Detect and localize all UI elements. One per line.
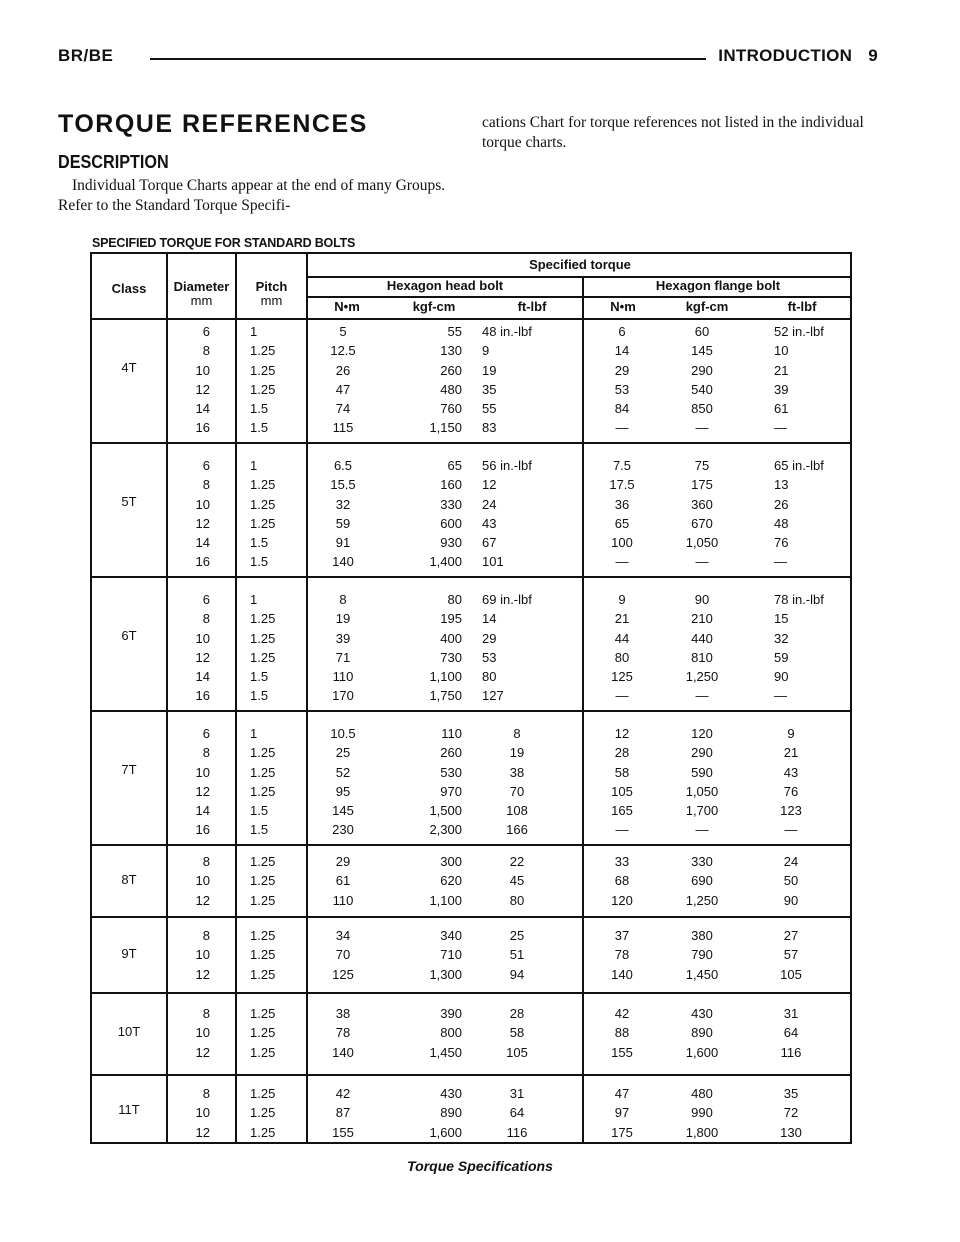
header-head-nm: N•m [334, 299, 360, 314]
pitch-cell: 1 1.25 1.25 1.25 1.5 1.5 [250, 324, 276, 436]
head-kgf-cell: 80 195 400 730 1,100 1,750 [429, 592, 462, 704]
section-title: TORQUE REFERENCES [58, 110, 368, 138]
flange-ftlbf-cell: 31 64 116 [780, 1006, 802, 1060]
class-cell: 8T [121, 872, 137, 887]
flange-kgf-cell: 120 290 590 1,050 1,700 — [685, 726, 719, 838]
flange-kgf-cell: 330 690 1,250 [685, 854, 719, 908]
diameter-cell: 6 8 10 12 14 16 [195, 592, 210, 704]
class-cell: 7T [121, 762, 137, 777]
flange-ftlbf-cell: 52 in.-lbf 10 21 39 61 — [774, 324, 824, 436]
head-nm-cell: 34 70 125 [332, 928, 354, 982]
pitch-cell: 1.25 1.25 1.25 [250, 928, 276, 982]
group-divider [92, 1074, 850, 1076]
header-diameter-label: Diameter [173, 279, 230, 294]
group-divider [92, 992, 850, 994]
head-kgf-cell: 300 620 1,100 [429, 854, 462, 908]
diameter-cell: 6 8 10 12 14 16 [195, 726, 210, 838]
diameter-cell: 8 10 12 [195, 854, 210, 908]
flange-kgf-cell: 480 990 1,800 [685, 1086, 719, 1140]
pitch-cell: 1.25 1.25 1.25 [250, 1086, 276, 1140]
flange-ftlbf-cell: 27 57 105 [780, 928, 802, 982]
flange-ftlbf-cell: 24 50 90 [783, 854, 799, 908]
class-cell: 11T [118, 1102, 140, 1117]
head-kgf-cell: 110 260 530 970 1,500 2,300 [429, 726, 462, 838]
page-header [58, 46, 878, 70]
group-divider [92, 576, 850, 578]
header-head-ftlbf: ft-lbf [517, 299, 547, 314]
flange-kgf-cell: 380 790 1,450 [685, 928, 719, 982]
head-ftlbf-cell: 56 in.-lbf 12 24 43 67 101 [482, 458, 532, 570]
flange-kgf-cell: 90 210 440 810 1,250 — [685, 592, 719, 704]
header-pitch-label: Pitch [255, 279, 288, 294]
diameter-cell: 8 10 12 [195, 1086, 210, 1140]
pitch-cell: 1.25 1.25 1.25 [250, 854, 276, 908]
head-nm-cell: 42 87 155 [332, 1086, 354, 1140]
class-cell: 10T [117, 1024, 141, 1039]
flange-nm-cell: 33 68 120 [611, 854, 633, 908]
flange-nm-cell: 6 14 29 53 84 — [614, 324, 630, 436]
header-rule [150, 58, 706, 60]
header-section: INTRODUCTION [718, 46, 853, 65]
head-ftlbf-cell: 69 in.-lbf 14 29 53 80 127 [482, 592, 532, 704]
head-nm-cell: 38 78 140 [332, 1006, 354, 1060]
class-cell: 6T [121, 628, 137, 643]
header-diameter [168, 280, 235, 308]
head-kgf-cell: 390 800 1,450 [429, 1006, 462, 1060]
flange-ftlbf-cell: 9 21 43 76 123 — [780, 726, 802, 838]
header-flange-nm: N•m [610, 299, 636, 314]
divider [235, 254, 237, 1142]
header-left: BR/BE [58, 46, 114, 65]
divider [92, 318, 850, 320]
flange-ftlbf-cell: 35 72 130 [780, 1086, 802, 1140]
head-ftlbf-cell: 22 45 80 [509, 854, 525, 908]
divider [306, 296, 850, 298]
head-nm-cell: 6.5 15.5 32 59 91 140 [330, 458, 356, 570]
class-cell: 9T [121, 946, 137, 961]
flange-nm-cell: 9 21 44 80 125 — [611, 592, 633, 704]
flange-nm-cell: 7.5 17.5 36 65 100 — [609, 458, 635, 570]
header-diameter-unit: mm [190, 293, 213, 308]
flange-kgf-cell: 60 145 290 540 850 — [691, 324, 713, 436]
group-divider [92, 442, 850, 444]
header-right [718, 46, 878, 66]
header-flange-ftlbf: ft-lbf [787, 299, 817, 314]
pitch-cell: 1 1.25 1.25 1.25 1.5 1.5 [250, 726, 276, 838]
head-kgf-cell: 65 160 330 600 930 1,400 [429, 458, 462, 570]
figure-caption: Torque Specifications [407, 1158, 553, 1174]
header-flange-kgf: kgf-cm [685, 299, 729, 314]
head-kgf-cell: 430 890 1,600 [429, 1086, 462, 1140]
flange-kgf-cell: 75 175 360 670 1,050 — [685, 458, 719, 570]
header-hexagon-flange: Hexagon flange bolt [655, 278, 781, 293]
header-pitch [237, 280, 306, 308]
head-ftlbf-cell: 8 19 38 70 108 166 [506, 726, 528, 838]
head-kgf-cell: 340 710 1,300 [429, 928, 462, 982]
head-kgf-cell: 55 130 260 480 760 1,150 [429, 324, 462, 436]
group-divider [92, 844, 850, 846]
diameter-cell: 6 8 10 12 14 16 [195, 324, 210, 436]
flange-nm-cell: 37 78 140 [611, 928, 633, 982]
group-divider [92, 916, 850, 918]
diameter-cell: 8 10 12 [195, 1006, 210, 1060]
pitch-cell: 1.25 1.25 1.25 [250, 1006, 276, 1060]
head-nm-cell: 29 61 110 [332, 854, 354, 908]
flange-kgf-cell: 430 890 1,600 [685, 1006, 719, 1060]
header-hexagon-head: Hexagon head bolt [386, 278, 504, 293]
page-number: 9 [868, 46, 878, 65]
diameter-cell: 6 8 10 12 14 16 [195, 458, 210, 570]
head-nm-cell: 5 12.5 26 47 74 115 [330, 324, 356, 436]
head-nm-cell: 10.5 25 52 95 145 230 [330, 726, 356, 838]
flange-nm-cell: 47 97 175 [611, 1086, 633, 1140]
head-nm-cell: 8 19 39 71 110 170 [332, 592, 354, 704]
class-cell: 4T [121, 360, 137, 375]
body-text-right: cations Chart for torque references not listed in the individual torque charts. [482, 114, 864, 151]
group-divider [92, 710, 850, 712]
pitch-cell: 1 1.25 1.25 1.25 1.5 1.5 [250, 458, 276, 570]
flange-nm-cell: 12 28 58 105 165 — [611, 726, 633, 838]
class-cell: 5T [121, 494, 137, 509]
body-text-left: Individual Torque Charts appear at the end of many Groups. Refer to the Standard Torque Specifi- [58, 177, 446, 214]
divider [166, 254, 168, 1142]
head-ftlbf-cell: 25 51 94 [509, 928, 525, 982]
divider [306, 254, 308, 1142]
header-specified-torque: Specified torque [529, 257, 631, 272]
table-title: SPECIFIED TORQUE FOR STANDARD BOLTS [92, 236, 356, 250]
header-pitch-unit: mm [260, 293, 283, 308]
torque-table [90, 252, 852, 1144]
flange-ftlbf-cell: 65 in.-lbf 13 26 48 76 — [774, 458, 824, 570]
flange-nm-cell: 42 88 155 [611, 1006, 633, 1060]
subsection-title: DESCRIPTION [58, 152, 169, 172]
diameter-cell: 8 10 12 [195, 928, 210, 982]
head-ftlbf-cell: 28 58 105 [506, 1006, 528, 1060]
head-ftlbf-cell: 31 64 116 [506, 1086, 528, 1140]
pitch-cell: 1 1.25 1.25 1.25 1.5 1.5 [250, 592, 276, 704]
head-ftlbf-cell: 48 in.-lbf 9 19 35 55 83 [482, 324, 532, 436]
header-class: Class [111, 281, 147, 296]
flange-ftlbf-cell: 78 in.-lbf 15 32 59 90 — [774, 592, 824, 704]
header-head-kgf: kgf-cm [412, 299, 456, 314]
